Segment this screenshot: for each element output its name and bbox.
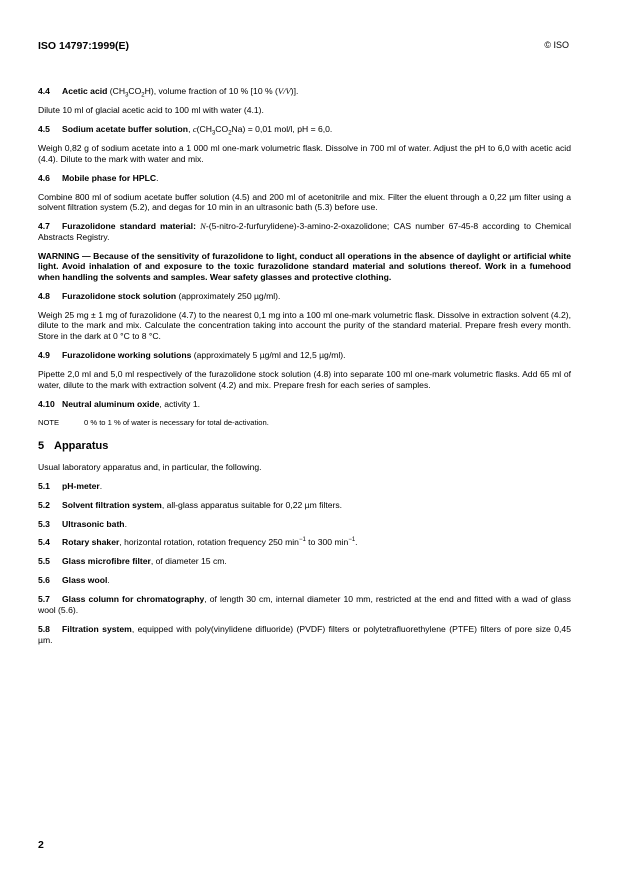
clause-4-5-heading: 4.5 Sodium acetate buffer solution, $c(CH_3CO_2Na) = 0,01$ mol/l, pH = 6,0. <box>38 123 333 137</box>
clause-4-8-heading: 4.8 Furazolidone stock solution (approximately 250 µg/ml). <box>38 290 281 301</box>
note <box>38 418 571 428</box>
note-label: NOTE <box>38 417 60 427</box>
clause-5-5: 5.5 Glass microfibre filter, of diameter 15 cm. <box>38 556 227 567</box>
clause-5-3: 5.3 Ultrasonic bath. <box>38 518 127 529</box>
copyright-mark: © ISO <box>544 40 569 50</box>
section-5-heading: 5 Apparatus <box>38 439 109 452</box>
standard-identifier: ISO 14797:1999(E) <box>38 40 130 52</box>
page-number: 2 <box>38 839 44 851</box>
clause-5-1: 5.1 pH-meter. <box>38 480 103 491</box>
section-5-intro: Usual laboratory apparatus and, in particular, the following. <box>38 461 262 472</box>
clause-5-2: 5.2 Solvent filtration system, all-glass apparatus suitable for 0,22 µm filters. <box>38 499 343 510</box>
note-text: 0 % to 1 % of water is necessary for total de-activation. <box>84 417 269 427</box>
clause-4-9-heading: 4.9 Furazolidone working solutions (approximately 5 µg/ml and 12,5 µg/ml). <box>38 350 346 360</box>
clause-4-6-heading: 4.6 Mobile phase for HPLC. <box>38 172 159 183</box>
clause-4-7: 4.7 Furazolidone standard material: N-(5-nitro-2-furfurylidene)-3-amino-2-oxazolidone; CAS number 67-45-8 according to Chemical Abstracts Registry. <box>38 221 571 242</box>
clause-5-7: 5.7 Glass column for chromatography, of length 30 cm, internal diameter 10 mm, restricted at the end and fitted with a wad of glass wool (5.6). <box>38 594 571 616</box>
clause-4-5-text: Weigh 0,82 g of sodium acetate into a 1 000 ml one-mark volumetric flask. Dissolve in 700 ml of water. Adjust the pH to 6,0 with acetic acid (4.4). Dilute to the mark with water and mix. <box>38 142 571 164</box>
page-content <box>38 86 571 654</box>
clause-5-6: 5.6 Glass wool. <box>38 575 110 586</box>
clause-4-6-text: Combine 800 ml of sodium acetate buffer solution (4.5) and 200 ml of acetonitrile and mix. Filter the eluent through a 0,22 µm filter using a solvent filtration system (5.2), and degas for 10 min in an ultrasonic bath (5.3) before use. <box>38 191 571 213</box>
safety-warning: WARNING — Because of the sensitivity of furazolidone to light, conduct all operations in the absence of daylight or artificial white light. Avoid inhalation of and exposure to the toxic furazolidone standard material and solutions thereof. Work in a fumehood when handling the solvents and samples. Wear safety glasses and protective clothing. <box>38 250 571 282</box>
clause-5-4: 5.4 Rotary shaker, horizontal rotation, rotation frequency 250 $\min^{-1}$ to 300 $\min^{-1}$. <box>38 537 358 548</box>
clause-4-4-text: Dilute 10 ml of glacial acetic acid to 100 ml with water (4.1). <box>38 104 264 115</box>
clause-4-4-heading: 4.4 Acetic acid $(CH_3CO_2H)$, volume fraction of 10 % [10 % (V/V)]. <box>38 86 299 99</box>
clause-5-8: 5.8 Filtration system, equipped with poly(vinylidene difluoride) (PVDF) filters or polytetrafluorethylene (PTFE) filters of pore size 0,45 µm. <box>38 624 571 645</box>
clause-4-8-text: Weigh 25 mg ± 1 mg of furazolidone (4.7) to the nearest 0,1 mg into a 100 ml one-mark volumetric flask. Dissolve in extraction solvent (4.2), dilute to the mark and mix. Calculate the concentration taking into account the purity of the standard material. Prepare fresh every month. Store in the dark at 0 °C to 8 °C. <box>38 309 571 342</box>
clause-4-10-heading: 4.10 Neutral aluminum oxide, activity 1. <box>38 398 201 409</box>
clause-4-9-text: Pipette 2,0 ml and 5,0 ml respectively of the furazolidone stock solution (4.8) into separate 100 ml one-mark volumetric flasks. Add 65 ml of water, dilute to the mark with extraction solvent (4.2) and mix. Prepare fresh for each series of samples. <box>38 368 571 390</box>
